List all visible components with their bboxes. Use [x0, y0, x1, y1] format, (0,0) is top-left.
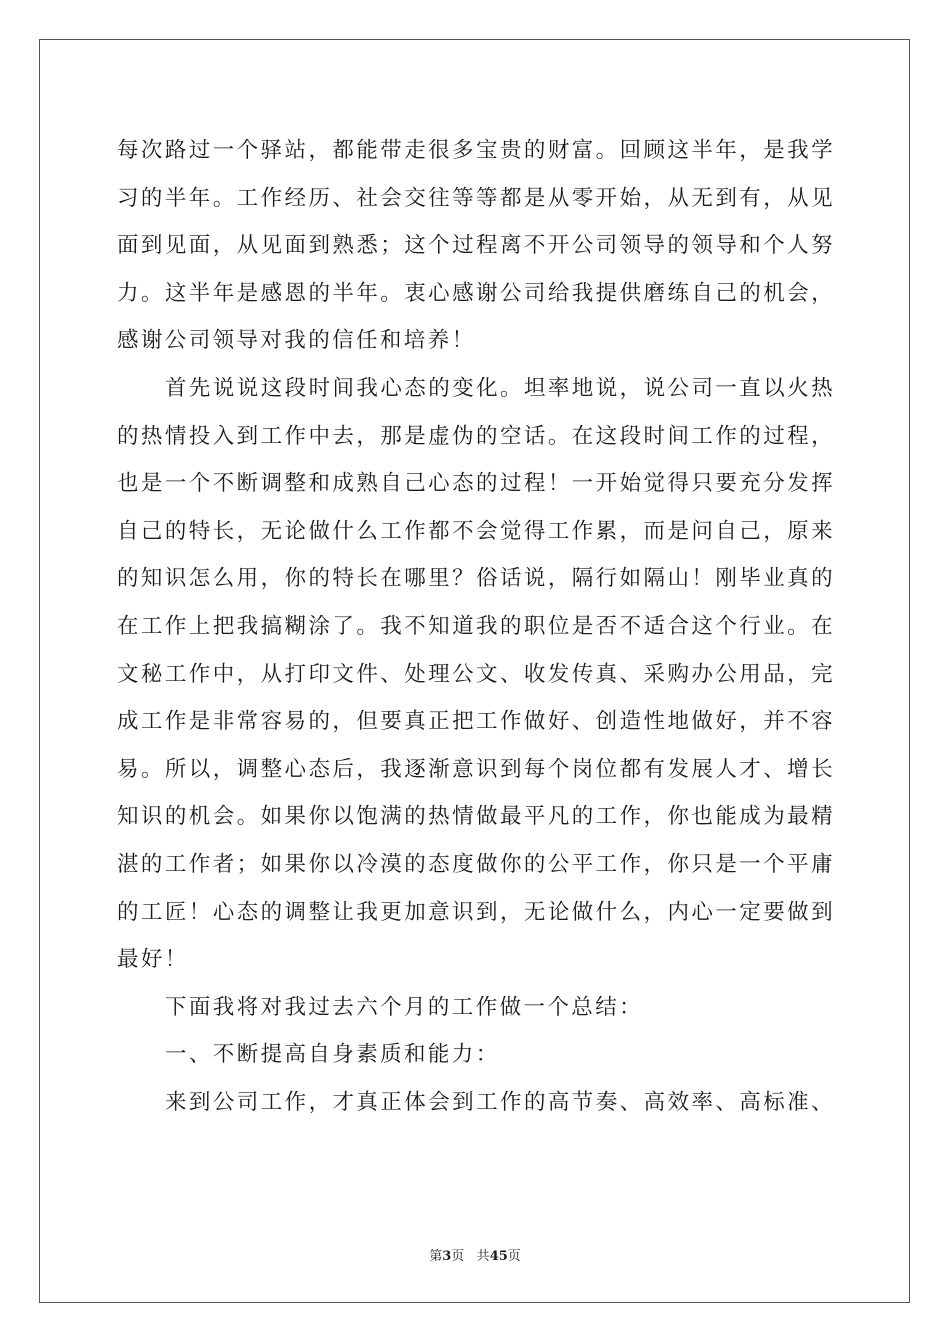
- total-pages: 45: [489, 1249, 508, 1264]
- text-line: 习的半年。工作经历、社会交往等等都是从零开始，从无到有，从见: [117, 185, 835, 211]
- text-line: 每次路过一个驿站，都能带走很多宝贵的财富。回顾这半年，是我学: [117, 138, 835, 163]
- text-line: 最好！: [117, 947, 189, 973]
- total-suffix: 页: [507, 1249, 521, 1264]
- text-line: 力。这半年是感恩的半年。衷心感谢公司给我提供磨练自己的机会，: [117, 280, 835, 306]
- text-line: 面到见面，从见面到熟悉；这个过程离不开公司领导的领导和个人努: [117, 233, 835, 259]
- text-line: 的热情投入到工作中去，那是虚伪的空话。在这段时间工作的过程，: [117, 423, 835, 449]
- text-line: 知识的机会。如果你以饱满的热情做最平凡的工作，你也能成为最精: [117, 804, 835, 830]
- text-line: 成工作是非常容易的，但要真正把工作做好、创造性地做好，并不容: [117, 709, 835, 735]
- page-footer: [0, 1248, 950, 1266]
- text-line: 来到公司工作，才真正体会到工作的高节奏、高效率、高标准、: [165, 1089, 835, 1115]
- text-line: 易。所以，调整心态后，我逐渐意识到每个岗位都有发展人才、增长: [117, 756, 835, 782]
- text-line: 在工作上把我搞糊涂了。我不知道我的职位是否不适合这个行业。在: [117, 613, 835, 639]
- text-line: 的工匠！心态的调整让我更加意识到，无论做什么，内心一定要做到: [117, 899, 835, 925]
- page-prefix: 第: [429, 1249, 443, 1264]
- text-line: 自己的特长，无论做什么工作都不会觉得工作累，而是问自己，原来: [117, 518, 835, 544]
- text-line: 湛的工作者；如果你以冷漠的态度做你的公平工作，你只是一个平庸: [117, 851, 835, 877]
- page-suffix: 页: [451, 1249, 465, 1264]
- text-line: 感谢公司领导对我的信任和培养！: [117, 328, 476, 354]
- page-number: 3: [442, 1249, 452, 1264]
- text-line: 的知识怎么用，你的特长在哪里？俗话说，隔行如隔山！刚毕业真的: [117, 566, 835, 592]
- document-body: [117, 127, 835, 1126]
- text-line: 首先说说这段时间我心态的变化。坦率地说，说公司一直以火热: [165, 375, 835, 401]
- text-line: 下面我将对我过去六个月的工作做一个总结：: [165, 994, 644, 1020]
- text-line: 一、不断提高自身素质和能力：: [165, 1042, 500, 1068]
- total-prefix: 共: [476, 1249, 490, 1264]
- text-line: 文秘工作中，从打印文件、处理公文、收发传真、采购办公用品，完: [117, 661, 835, 687]
- text-line: 也是一个不断调整和成熟自己心态的过程！一开始觉得只要充分发挥: [117, 471, 835, 497]
